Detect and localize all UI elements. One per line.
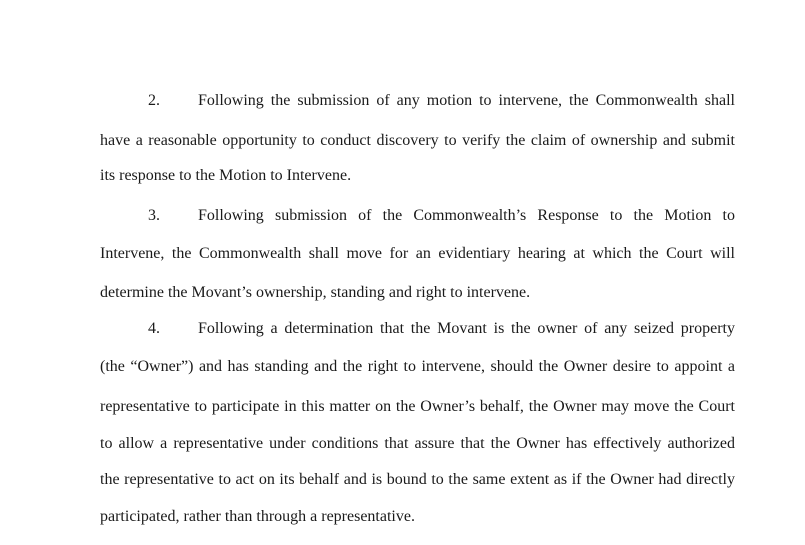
paragraph-number: 3.: [148, 207, 160, 224]
paragraph-line: to allow a representative under conditions that assure that the Owner has effectively authorized: [100, 435, 735, 452]
paragraph-first-line: [148, 206, 735, 226]
paragraph-first-line: [148, 319, 735, 339]
paragraph-line: have a reasonable opportunity to conduct discovery to verify the claim of ownership and submit: [100, 132, 735, 149]
paragraph-line: representative to participate in this matter on the Owner’s behalf, the Owner may move the Court: [100, 398, 735, 415]
paragraph-text: Following a determination that the Movant is the owner of any seized property: [198, 320, 735, 337]
paragraph-number: 2.: [148, 92, 160, 109]
paragraph-line: the representative to act on its behalf and is bound to the same extent as if the Owner had directly: [100, 471, 735, 488]
paragraph-line: Intervene, the Commonwealth shall move for an evidentiary hearing at which the Court will: [100, 245, 735, 262]
paragraph-line: determine the Movant’s ownership, standing and right to intervene.: [100, 284, 531, 301]
paragraph-line: its response to the Motion to Intervene.: [100, 167, 352, 184]
paragraph-text: Following the submission of any motion to intervene, the Commonwealth shall: [198, 92, 735, 109]
paragraph-line: participated, rather than through a representative.: [100, 508, 415, 525]
paragraph-first-line: [148, 91, 735, 111]
paragraph-text: Following submission of the Commonwealth’s Response to the Motion to: [198, 207, 735, 224]
paragraph-line: (the “Owner”) and has standing and the right to intervene, should the Owner desire to appoint a: [100, 358, 735, 375]
paragraph-number: 4.: [148, 320, 160, 337]
